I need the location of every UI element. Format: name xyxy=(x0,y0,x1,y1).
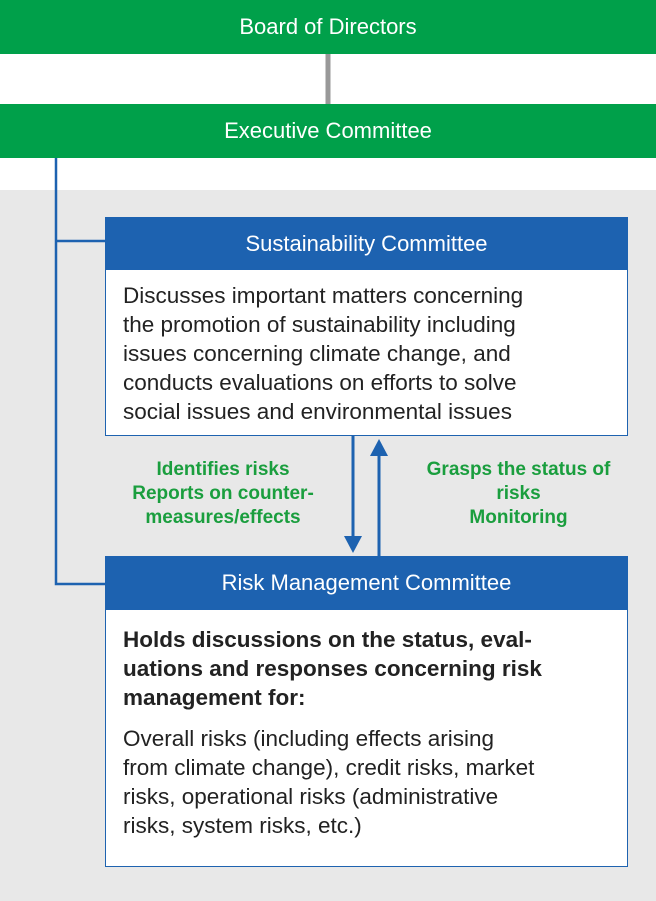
monitoring-flow-line: Grasps the status of xyxy=(426,459,611,480)
monitoring-flow-label xyxy=(396,458,641,530)
report-flow-line: measures/effects xyxy=(145,507,301,528)
risk-management-committee-header xyxy=(105,556,628,610)
sustainability-committee-description xyxy=(123,281,623,426)
report-flow-line: Reports on counter- xyxy=(132,483,314,504)
risk-heading-line: uations and responses concerning risk xyxy=(123,656,542,681)
risk-heading-line: Holds discussions on the status, eval- xyxy=(123,627,532,652)
sustainability-committee-title: Sustainability Committee xyxy=(245,230,488,256)
risk-detail-line: Overall risks (including effects arising xyxy=(123,726,494,751)
arrow-up-head xyxy=(370,439,388,456)
executive-branch-line xyxy=(56,158,105,584)
risk-detail-line: risks, system risks, etc.) xyxy=(123,813,362,838)
sustainability-description-line: the promotion of sustainability including xyxy=(123,312,516,337)
risk-heading-line: management for: xyxy=(123,685,306,710)
risk-management-committee-title: Risk Management Committee xyxy=(221,570,512,595)
risk-management-details xyxy=(123,724,623,840)
sustainability-description-line: conducts evaluations on efforts to solve xyxy=(123,370,517,395)
sustainability-description-line: Discusses important matters concerning xyxy=(123,283,524,308)
board-of-directors-label: Board of Directors xyxy=(239,14,417,39)
monitoring-flow-line: risks xyxy=(496,483,541,504)
executive-committee-label: Executive Committee xyxy=(224,118,432,143)
report-flow-label xyxy=(103,458,343,530)
risk-detail-line: from climate change), credit risks, market xyxy=(123,755,535,780)
sustainability-description-line: social issues and environmental issues xyxy=(123,399,512,424)
sustainability-committee-header xyxy=(105,217,628,270)
risk-management-heading xyxy=(123,625,623,712)
sustainability-description-line: issues concerning climate change, and xyxy=(123,341,511,366)
monitoring-flow-line: Monitoring xyxy=(469,507,568,528)
risk-detail-line: risks, operational risks (administrative xyxy=(123,784,499,809)
report-flow-line: Identifies risks xyxy=(156,459,290,480)
arrow-down-head xyxy=(344,536,362,553)
